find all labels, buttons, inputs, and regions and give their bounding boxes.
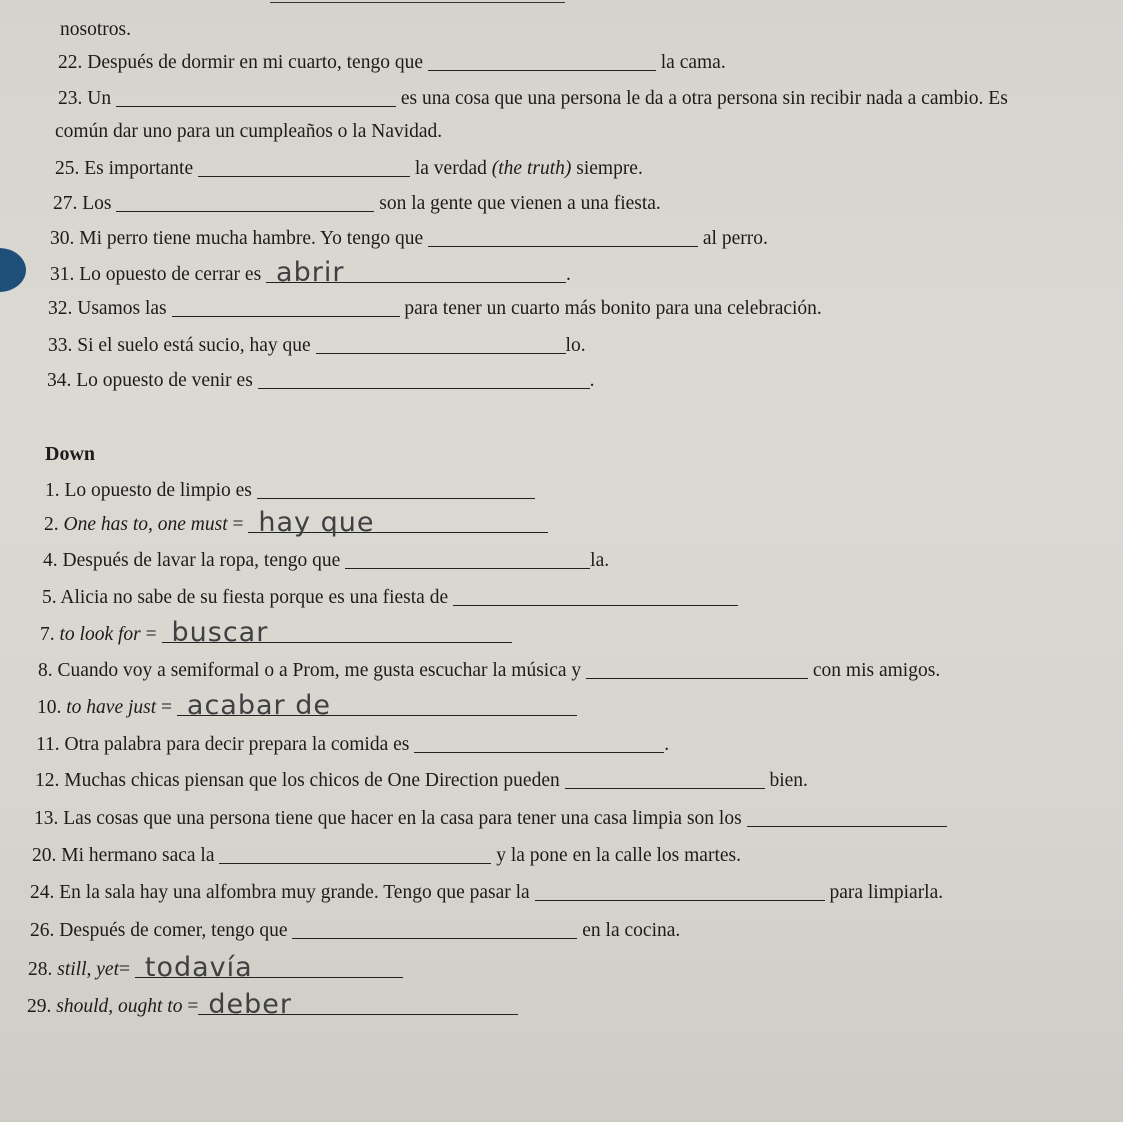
clue-text: 26. Después de comer, tengo que [30, 920, 288, 941]
clue-tail: la. [590, 550, 610, 571]
clue-down-29 [27, 989, 518, 1020]
clue-down-1 [45, 480, 535, 501]
clue-text: 11. Otra palabra para decir prepara la comida es [36, 734, 410, 755]
clue-tail: con mis amigos. [812, 660, 941, 681]
clue-down-11 [36, 734, 669, 755]
clue-across-23-continued: común dar uno para un cumpleaños o la Navidad. [55, 121, 443, 142]
handwritten-answer: buscar [171, 617, 269, 648]
clue-text: 30. Mi perro tiene mucha hambre. Yo tengo que [50, 228, 424, 249]
clue-across-25 [55, 158, 643, 179]
clue-down-12 [35, 770, 808, 791]
clue-number: 29. [27, 996, 57, 1017]
answer-blank[interactable] [535, 882, 825, 901]
clue-tail-end: siempre. [571, 158, 643, 179]
answer-blank[interactable] [257, 480, 535, 499]
clue-down-20 [32, 845, 741, 866]
clue-number: 7. [40, 624, 60, 645]
clue-equals: = [119, 959, 130, 980]
clue-down-4 [43, 550, 609, 571]
answer-blank[interactable] [428, 52, 656, 71]
clue-across-33 [48, 335, 586, 356]
clue-down-7 [40, 617, 512, 648]
clue-text: 5. Alicia no sabe de su fiesta porque es una fiesta de [42, 587, 449, 608]
clue-text-italic: One has to, one must [63, 514, 228, 535]
clue-down-24 [30, 882, 943, 903]
clue-equals: = [140, 624, 157, 645]
answer-blank[interactable] [586, 660, 808, 679]
clue-text: 31. Lo opuesto de cerrar es [50, 264, 262, 285]
answer-blank[interactable] [198, 158, 410, 177]
handwritten-answer: abrir [276, 257, 345, 288]
answer-blank[interactable] [172, 298, 400, 317]
clue-number: 28. [28, 959, 58, 980]
clue-tail: . [566, 264, 571, 285]
clue-text: 23. Un [58, 88, 112, 109]
clue-text-italic: to look for [59, 624, 141, 645]
clue-number: 10. [37, 697, 67, 718]
clue-tail: y la pone en la calle los martes. [496, 845, 741, 866]
clue-across-30 [50, 228, 768, 249]
clue-number: 2. [44, 514, 64, 535]
clue-tail: la cama. [660, 52, 726, 73]
clue-across-27 [53, 193, 661, 214]
clue-text-italic: still, yet [57, 959, 119, 980]
clue-tail: es una cosa que una persona le da a otra persona sin recibir nada a cambio. Es [400, 88, 1008, 109]
answer-blank[interactable] [219, 845, 491, 864]
handwritten-answer: acabar de [186, 690, 331, 721]
answer-blank[interactable] [258, 370, 590, 389]
answer-blank[interactable] [162, 617, 512, 648]
clue-text: 8. Cuando voy a semiformal o a Prom, me gusta escuchar la música y [38, 660, 582, 681]
clue-text: 1. Lo opuesto de limpio es [45, 480, 252, 501]
answer-blank[interactable] [266, 257, 566, 288]
clue-text: 22. Después de dormir en mi cuarto, tengo que [58, 52, 423, 73]
clue-text-italic: should, ought to [56, 996, 183, 1017]
clue-text: 12. Muchas chicas piensan que los chicos de One Direction pueden [35, 770, 560, 791]
clue-down-10 [37, 690, 577, 721]
clue-down-28 [28, 952, 403, 983]
answer-blank[interactable] [428, 228, 698, 247]
clue-tail: lo. [565, 335, 586, 356]
clue-down-26 [30, 920, 680, 941]
clue-tail: . [589, 370, 595, 391]
answer-blank[interactable] [565, 770, 765, 789]
answer-blank[interactable] [116, 88, 396, 107]
answer-blank[interactable] [292, 920, 577, 939]
clue-tail: la verdad [414, 158, 492, 179]
clue-tail: bien. [769, 770, 808, 791]
clue-tail-italic: (the truth) [491, 158, 572, 179]
clue-down-2 [44, 507, 548, 538]
clue-down-8 [38, 660, 940, 681]
answer-blank[interactable] [316, 335, 566, 354]
clue-across-23 [58, 88, 1008, 109]
clue-down-13 [34, 808, 947, 829]
clue-tail: para limpiarla. [829, 882, 944, 903]
clue-text: 20. Mi hermano saca la [32, 845, 215, 866]
clue-equals: = [156, 697, 173, 718]
clue-text-italic: to have just [66, 697, 157, 718]
clue-text: 33. Si el suelo está sucio, hay que [48, 335, 311, 356]
top-fragment: nosotros. [60, 19, 131, 40]
clue-text: 27. Los [53, 193, 112, 214]
clue-across-31 [50, 257, 571, 288]
handwritten-answer: deber [208, 989, 292, 1020]
clue-tail: . [664, 734, 670, 755]
answer-blank[interactable] [116, 193, 374, 212]
binder-hole-marker [0, 248, 26, 292]
clue-text: 25. Es importante [55, 158, 194, 179]
answer-blank[interactable] [345, 550, 590, 569]
clue-text: 13. Las cosas que una persona tiene que hacer en la casa para tener una casa limpia son los [34, 808, 742, 829]
clue-tail: son la gente que vienen a una fiesta. [379, 193, 661, 214]
clue-across-32 [48, 298, 822, 319]
clue-across-34 [47, 370, 595, 391]
clue-tail: en la cocina. [582, 920, 681, 941]
clue-tail: al perro. [702, 228, 768, 249]
answer-blank[interactable] [177, 690, 577, 721]
section-heading-down: Down [45, 443, 96, 465]
clue-tail: para tener un cuarto más bonito para una celebración. [404, 298, 822, 319]
top-divider-line [270, 2, 565, 3]
handwritten-answer: hay que [258, 507, 375, 538]
clue-text: 24. En la sala hay una alfombra muy grande. Tengo que pasar la [30, 882, 530, 903]
answer-blank[interactable] [135, 952, 403, 983]
handwritten-answer: todavía [144, 952, 253, 983]
answer-blank[interactable] [453, 587, 738, 606]
answer-blank[interactable] [747, 808, 947, 827]
clue-text: 32. Usamos las [48, 298, 167, 319]
answer-blank[interactable] [198, 989, 518, 1020]
clue-text: 4. Después de lavar la ropa, tengo que [43, 550, 341, 571]
clue-equals: = [227, 514, 244, 535]
clue-text: 34. Lo opuesto de venir es [47, 370, 253, 391]
clue-equals: = [182, 996, 199, 1017]
answer-blank[interactable] [248, 507, 548, 538]
clue-down-5 [42, 587, 738, 608]
answer-blank[interactable] [414, 734, 664, 753]
clue-across-22 [58, 52, 726, 73]
